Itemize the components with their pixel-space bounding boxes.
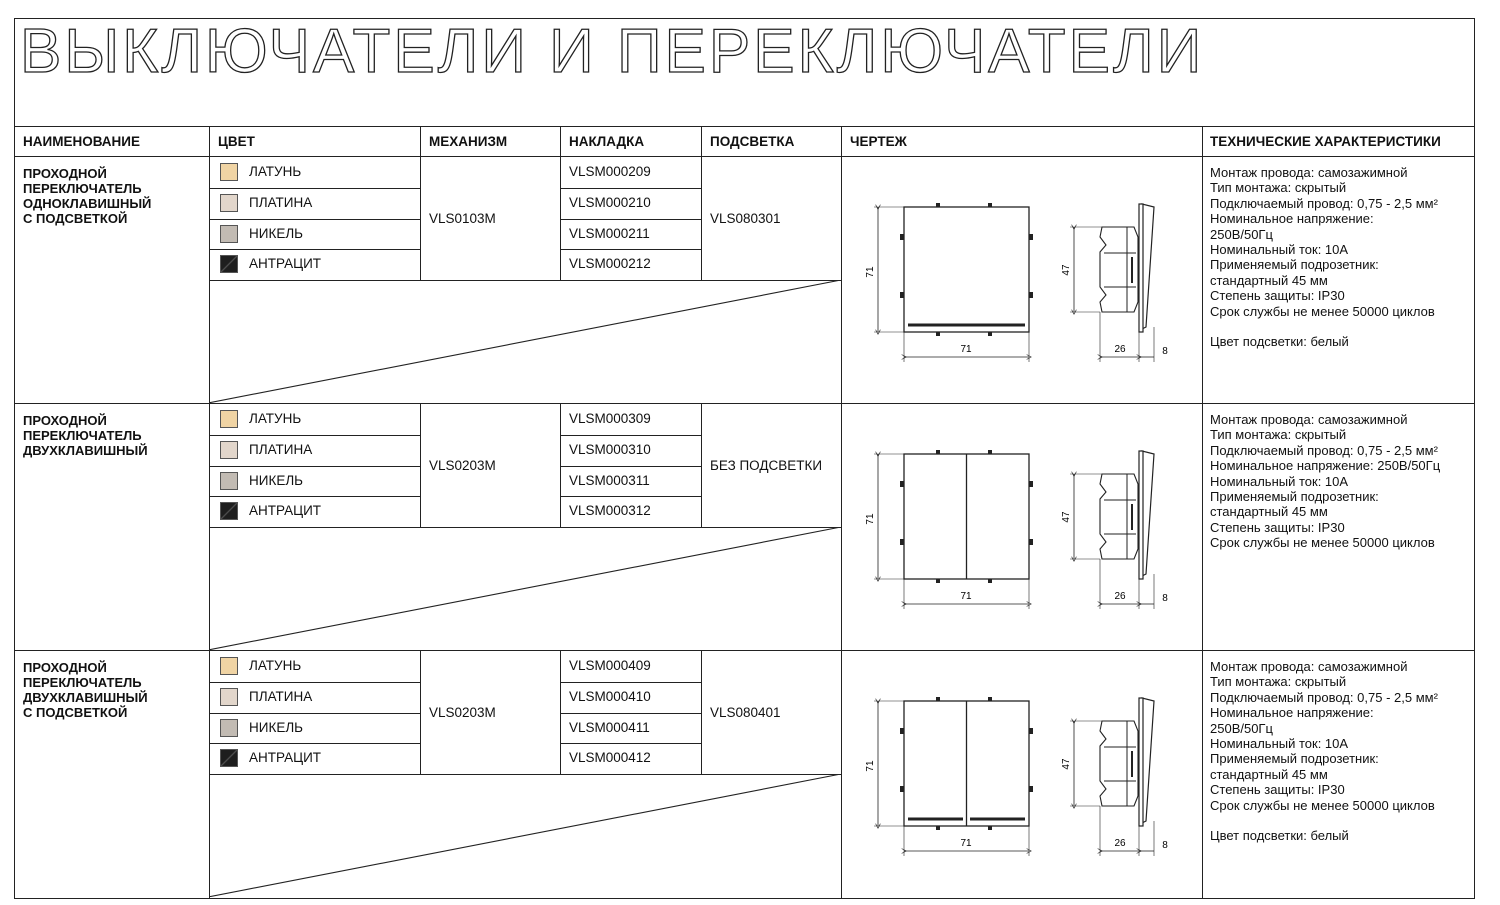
dim-side-height-label: 47 xyxy=(1061,264,1072,276)
dim-depth-label: 26 xyxy=(1114,344,1126,355)
backlight-code: VLS080401 xyxy=(710,704,781,720)
dim-width-label: 71 xyxy=(960,591,972,602)
technical-drawing xyxy=(842,157,1202,403)
overlay-row-line xyxy=(560,466,701,467)
overlay-code: VLSM000212 xyxy=(569,256,651,272)
overlay-code: VLSM000211 xyxy=(569,225,650,241)
dim-side-height-label: 47 xyxy=(1061,758,1072,770)
tech-specs xyxy=(1210,165,1472,350)
col-line-mechanism xyxy=(420,404,421,527)
dim-thickness-label: 8 xyxy=(1162,346,1168,357)
empty-diagonal xyxy=(209,774,841,897)
color-label: ЛАТУНЬ xyxy=(249,164,302,179)
overlay-code: VLSM000210 xyxy=(569,194,651,210)
col-line-backlight xyxy=(701,651,702,774)
spec-line: Степень защиты: IP30 xyxy=(1210,782,1345,798)
color-swatch-latun xyxy=(220,410,238,428)
overlay-row-line xyxy=(560,188,701,189)
overlay-code: VLSM000410 xyxy=(569,688,651,704)
col-line-backlight xyxy=(701,404,702,527)
color-label: АНТРАЦИТ xyxy=(249,750,322,766)
spec-line: Тип монтажа: скрытый xyxy=(1210,674,1347,690)
spec-line: Применяемый подрозетник: xyxy=(1210,257,1379,273)
dim-side-height-label: 47 xyxy=(1061,511,1072,523)
spec-line: Степень защиты: IP30 xyxy=(1210,519,1345,535)
col-line-mechanism-hdr xyxy=(420,126,421,156)
dim-height-label: 71 xyxy=(865,513,876,525)
color-label: ПЛАТИНА xyxy=(249,441,313,457)
color-label: НИКЕЛЬ xyxy=(249,719,304,735)
dim-thickness-label: 8 xyxy=(1162,593,1168,604)
mechanism-code: VLS0203M xyxy=(429,704,496,720)
color-label: НИКЕЛЬ xyxy=(249,472,304,488)
overlay-row-line xyxy=(560,496,701,497)
product-name-line: ДВУХКЛАВИШНЫЙ xyxy=(23,443,148,458)
color-row-line xyxy=(209,188,420,189)
spec-line: Подключаемый провод: 0,75 - 2,5 мм² xyxy=(1210,689,1438,705)
color-swatch-platina xyxy=(220,688,238,706)
spec-line: Подключаемый провод: 0,75 - 2,5 мм² xyxy=(1210,195,1438,211)
color-row-line xyxy=(209,466,420,467)
product-name xyxy=(23,660,148,720)
spec-line: Номинальное напряжение: xyxy=(1210,705,1374,721)
color-label: ЛАТУНЬ xyxy=(249,411,302,426)
technical-drawing xyxy=(842,404,1202,650)
spec-line: Номинальный ток: 10А xyxy=(1210,736,1349,752)
overlay-code: VLSM000209 xyxy=(569,164,651,179)
color-swatch-nikel xyxy=(220,719,238,737)
spec-line: стандартный 45 мм xyxy=(1210,766,1328,782)
spec-line: 250В/50Гц xyxy=(1210,720,1273,736)
page-title: ВЫКЛЮЧАТЕЛИ И ПЕРЕКЛЮЧАТЕЛИ xyxy=(20,17,1205,86)
color-row-line xyxy=(209,249,420,250)
empty-diagonal xyxy=(209,527,841,650)
col-line-mechanism xyxy=(420,157,421,280)
tech-specs xyxy=(1210,412,1472,551)
spec-line: Номинальное напряжение: 250В/50Гц xyxy=(1210,458,1441,474)
color-row-line xyxy=(209,682,420,683)
color-label: ЛАТУНЬ xyxy=(249,658,302,673)
col-line-backlight xyxy=(701,157,702,280)
header-drawing: ЧЕРТЕЖ xyxy=(850,134,907,149)
header-bottom-line xyxy=(14,156,1475,157)
spec-line: стандартный 45 мм xyxy=(1210,272,1328,288)
spec-line: Срок службы не менее 50000 циклов xyxy=(1210,535,1435,551)
product-name-line: ПРОХОДНОЙ xyxy=(23,413,107,428)
color-swatch-antracit xyxy=(220,255,238,273)
color-label: ПЛАТИНА xyxy=(249,194,313,210)
dim-depth-label: 26 xyxy=(1114,838,1126,849)
overlay-row-line xyxy=(560,249,701,250)
overlay-code: VLSM000409 xyxy=(569,658,651,673)
product-name-line: ПРОХОДНОЙ xyxy=(23,660,107,675)
overlay-row-line xyxy=(560,219,701,220)
spec-line: Номинальный ток: 10А xyxy=(1210,473,1349,489)
overlay-row-line xyxy=(560,435,701,436)
overlay-code: VLSM000309 xyxy=(569,411,651,426)
mechanism-code: VLS0203M xyxy=(429,457,496,473)
overlay-code: VLSM000310 xyxy=(569,441,651,457)
dim-height-label: 71 xyxy=(865,760,876,772)
spec-line: Цвет подсветки: белый xyxy=(1210,334,1349,350)
overlay-code: VLSM000412 xyxy=(569,750,651,766)
spec-line: Тип монтажа: скрытый xyxy=(1210,180,1347,196)
header-color: ЦВЕТ xyxy=(218,134,255,149)
header-specs: ТЕХНИЧЕСКИЕ ХАРАКТЕРИСТИКИ xyxy=(1210,134,1441,149)
header-backlight: ПОДСВЕТКА xyxy=(710,134,795,149)
overlay-code: VLSM000411 xyxy=(569,719,650,735)
spec-line xyxy=(1210,319,1472,334)
dim-depth-label: 26 xyxy=(1114,591,1126,602)
color-swatch-antracit xyxy=(220,502,238,520)
col-line-backlight-hdr xyxy=(701,126,702,156)
color-row-line xyxy=(209,496,420,497)
section-divider xyxy=(14,650,1475,651)
overlay-row-line xyxy=(560,713,701,714)
col-line-specs xyxy=(1202,126,1203,899)
spec-line: стандартный 45 мм xyxy=(1210,504,1328,520)
spec-line xyxy=(1210,813,1472,828)
product-name-line: ОДНОКЛАВИШНЫЙ xyxy=(23,196,152,211)
color-swatch-nikel xyxy=(220,225,238,243)
overlay-row-line xyxy=(560,682,701,683)
color-swatch-platina xyxy=(220,441,238,459)
overlay-row-line xyxy=(560,743,701,744)
color-row-line xyxy=(209,219,420,220)
mechanism-code: VLS0103M xyxy=(429,210,496,226)
header-overlay: НАКЛАДКА xyxy=(569,134,645,149)
overlay-code: VLSM000312 xyxy=(569,503,651,519)
spec-line: Срок службы не менее 50000 циклов xyxy=(1210,303,1435,319)
color-swatch-platina xyxy=(220,194,238,212)
color-swatch-antracit xyxy=(220,749,238,767)
spec-line: Применяемый подрозетник: xyxy=(1210,751,1379,767)
product-name-line: ПЕРЕКЛЮЧАТЕЛЬ xyxy=(23,181,142,196)
product-name-line: ДВУХКЛАВИШНЫЙ xyxy=(23,690,148,705)
color-label: АНТРАЦИТ xyxy=(249,503,322,519)
backlight-code: VLS080301 xyxy=(710,210,781,226)
color-row-line xyxy=(209,713,420,714)
product-name-line: ПЕРЕКЛЮЧАТЕЛЬ xyxy=(23,428,142,443)
color-swatch-nikel xyxy=(220,472,238,490)
spec-line: Монтаж провода: самозажимной xyxy=(1210,412,1408,427)
spec-line: Монтаж провода: самозажимной xyxy=(1210,659,1408,674)
product-name-line: С ПОДСВЕТКОЙ xyxy=(23,705,128,720)
dim-width-label: 71 xyxy=(960,838,972,849)
tech-specs xyxy=(1210,659,1472,844)
overlay-code: VLSM000311 xyxy=(569,472,650,488)
header-top-line xyxy=(14,126,1475,127)
spec-line: Номинальное напряжение: xyxy=(1210,211,1374,227)
backlight-code: БЕЗ ПОДСВЕТКИ xyxy=(710,457,823,473)
spec-line: 250В/50Гц xyxy=(1210,226,1273,242)
color-swatch-latun xyxy=(220,657,238,675)
spec-line: Тип монтажа: скрытый xyxy=(1210,427,1347,443)
product-name-line: ПРОХОДНОЙ xyxy=(23,166,107,181)
spec-line: Цвет подсветки: белый xyxy=(1210,828,1349,844)
spec-line: Номинальный ток: 10А xyxy=(1210,242,1349,258)
spec-line: Срок службы не менее 50000 циклов xyxy=(1210,797,1435,813)
col-line-overlay-hdr xyxy=(560,126,561,156)
spec-line: Монтаж провода: самозажимной xyxy=(1210,165,1408,180)
color-row-line xyxy=(209,435,420,436)
dim-width-label: 71 xyxy=(960,344,972,355)
product-name xyxy=(23,413,148,458)
empty-diagonal xyxy=(209,280,841,403)
product-name-line: С ПОДСВЕТКОЙ xyxy=(23,211,128,226)
dim-height-label: 71 xyxy=(865,266,876,278)
color-swatch-latun xyxy=(220,163,238,181)
color-label: АНТРАЦИТ xyxy=(249,256,322,272)
spec-line: Степень защиты: IP30 xyxy=(1210,288,1345,304)
color-row-line xyxy=(209,743,420,744)
header-mechanism: МЕХАНИЗМ xyxy=(429,134,508,149)
spec-line: Применяемый подрозетник: xyxy=(1210,489,1379,505)
color-label: ПЛАТИНА xyxy=(249,688,313,704)
col-line-mechanism xyxy=(420,651,421,774)
section-divider xyxy=(14,403,1475,404)
product-name xyxy=(23,166,151,226)
spec-line: Подключаемый провод: 0,75 - 2,5 мм² xyxy=(1210,442,1438,458)
dim-thickness-label: 8 xyxy=(1162,840,1168,851)
color-label: НИКЕЛЬ xyxy=(249,225,304,241)
technical-drawing xyxy=(842,651,1202,897)
header-name: НАИМЕНОВАНИЕ xyxy=(23,134,140,149)
product-name-line: ПЕРЕКЛЮЧАТЕЛЬ xyxy=(23,675,142,690)
